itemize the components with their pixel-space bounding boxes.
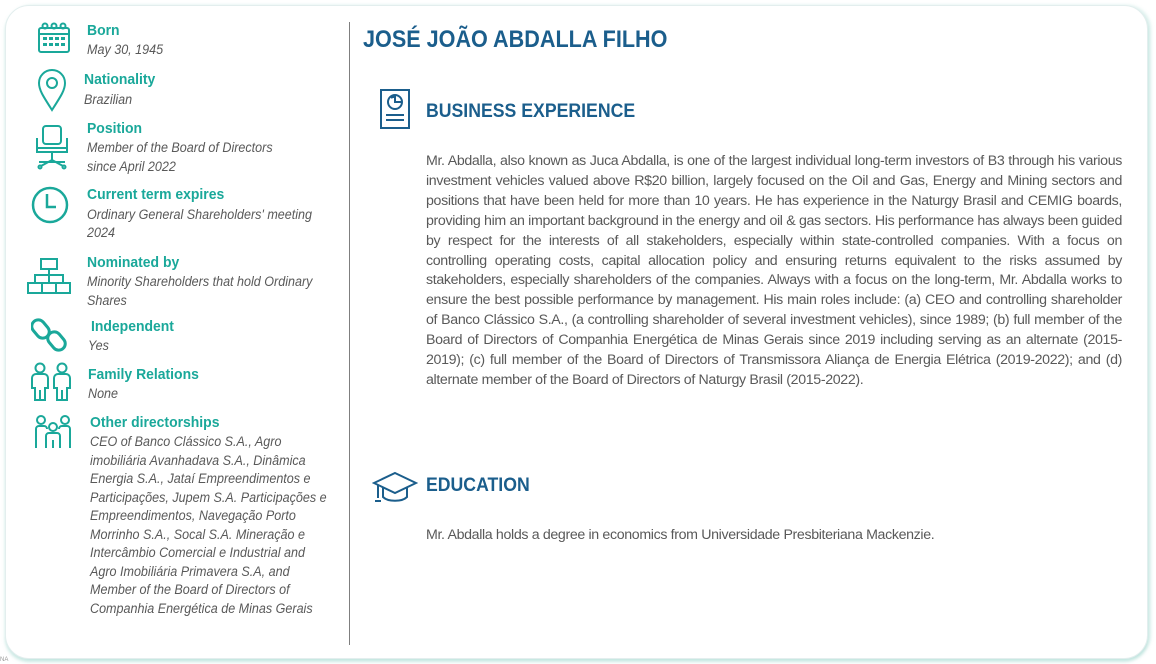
family-value: None bbox=[88, 386, 119, 401]
location-pin-icon bbox=[37, 68, 67, 112]
education-text: Mr. Abdalla holds a degree in economics from Universidade Presbiteriana Mackenzie. bbox=[426, 527, 935, 543]
directorships-line: Energia S.A., Jataí Empreendimentos e bbox=[90, 471, 311, 486]
directorships-list bbox=[90, 433, 332, 618]
graduation-cap-icon bbox=[372, 470, 418, 504]
nationality-value: Brazilian bbox=[84, 92, 133, 107]
nationality-label: Nationality bbox=[84, 71, 156, 88]
directorships-line: Agro Imobiliária Primavera S.A, and bbox=[90, 563, 290, 579]
directorships-line: Intercâmbio Comercial e Industrial and bbox=[90, 545, 305, 560]
nominated-value-line2: Shares bbox=[87, 293, 127, 308]
family-label: Family Relations bbox=[88, 366, 199, 383]
footer-mark: NA bbox=[0, 657, 9, 663]
independent-value: Yes bbox=[88, 338, 109, 353]
family-group-icon bbox=[34, 414, 72, 452]
directorships-line: Member of the Board of Directors of bbox=[90, 582, 290, 597]
nominated-label: Nominated by bbox=[87, 254, 180, 271]
chain-link-icon bbox=[31, 316, 67, 354]
clock-icon bbox=[30, 185, 70, 225]
position-label: Position bbox=[87, 120, 143, 137]
education-title: EDUCATION bbox=[426, 475, 530, 496]
born-value: May 30, 1945 bbox=[87, 42, 164, 57]
directorships-line: CEO of Banco Clássico S.A., Agro bbox=[90, 434, 282, 449]
directorships-line: Empreendimentos, Navegação Porto bbox=[90, 508, 296, 523]
calendar-icon bbox=[37, 22, 71, 54]
office-chair-icon bbox=[33, 124, 71, 170]
column-divider bbox=[349, 22, 350, 645]
position-value-line1: Member of the Board of Directors bbox=[87, 140, 273, 155]
directorships-line: Companhia Energética de Minas Gerais bbox=[90, 600, 313, 616]
nominated-value-line1: Minority Shareholders that hold Ordinary bbox=[87, 274, 313, 289]
report-document-icon bbox=[379, 88, 411, 130]
term-value-line2: 2024 bbox=[87, 225, 115, 240]
directorships-line: Participações, Jupem S.A. Participações e bbox=[90, 489, 327, 505]
people-pair-icon bbox=[28, 362, 74, 402]
term-label: Current term expires bbox=[87, 186, 225, 203]
business-experience-text: Mr. Abdalla, also known as Juca Abdalla, is one of the largest individual long-term investors of B3 through his various investment vehicles valued above R$20 billion, largely focused on the Oil and Gas, Energy and Mining sectors and positions that have been held for more than 10 years. He has experience in the Naturgy Brasil and CEMIG boards, providing him an important background in the energy and oil & gas sectors. His performance has always been guided by respect for the interests of all stakeholders, especially within state-controlled companies. With a focus on controlling operating costs, capital allocation policy and ensuring returns equivalent to the risks assumed by stakeholders, especially shareholders of the companies. Always with a focus on the long-term, Mr. Abdalla works to ensure the best possible performance by management. His main roles include: (a) CEO and controlling shareholder of Banco Clássico S.A., (a controlling shareholder of several investment vehicles), since 1989; (b) full member of the Board of Directors of Companhia Energética de Minas Gerais since 2019 including serving as an alternate (2015-2019); (c) full member of the Board of Directors of Transmissora Aliança de Energia Elétrica (2019-2022); and (d) alternate member of the Board of Directors of Naturgy Brasil (2015-2022). bbox=[426, 153, 1122, 388]
term-value-line1: Ordinary General Shareholders' meeting bbox=[87, 207, 313, 222]
directorships-label: Other directorships bbox=[90, 414, 220, 431]
independent-label: Independent bbox=[91, 318, 174, 335]
org-chart-icon bbox=[27, 257, 71, 297]
directorships-line: Morrinho S.A., Socal S.A. Mineração e bbox=[90, 526, 305, 542]
directorships-line: imobiliária Avanhadava S.A., Dinâmica bbox=[90, 452, 306, 468]
position-value-line2: since April 2022 bbox=[87, 159, 176, 174]
business-experience-title: BUSINESS EXPERIENCE bbox=[426, 101, 636, 122]
born-label: Born bbox=[87, 22, 120, 39]
director-name: JOSÉ JOÃO ABDALLA FILHO bbox=[363, 26, 668, 53]
